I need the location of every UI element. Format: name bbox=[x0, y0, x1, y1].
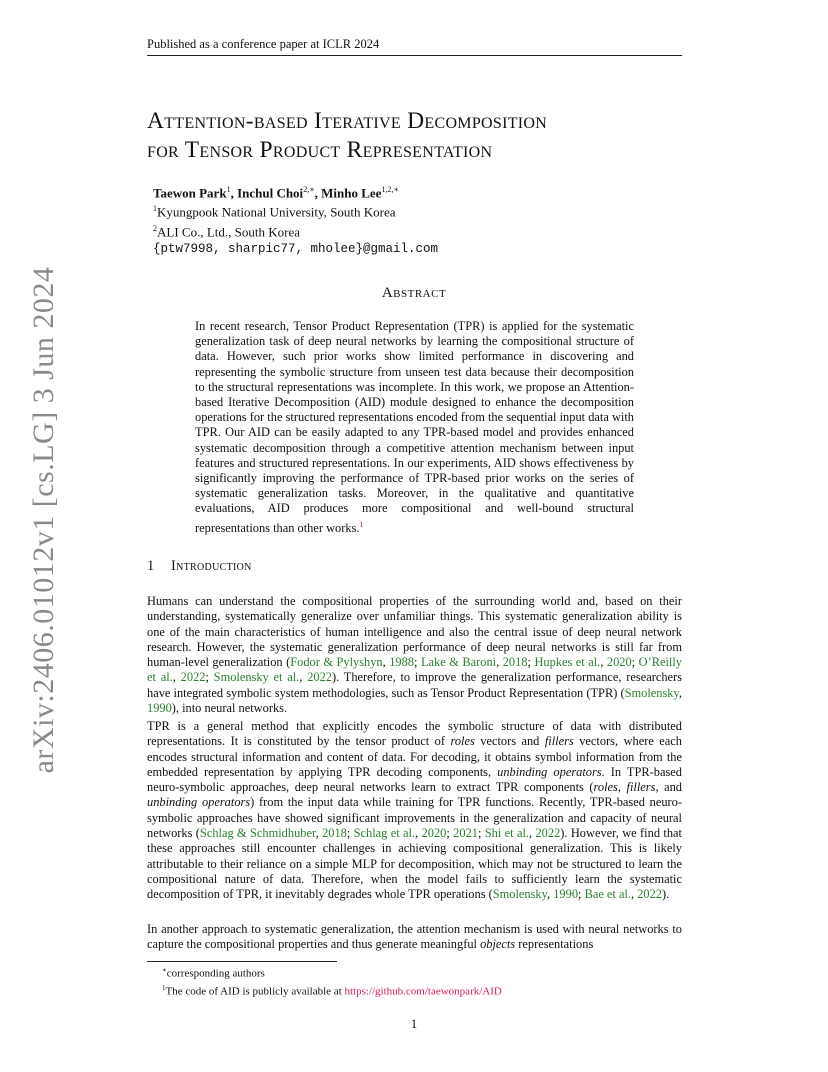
citation-link[interactable]: 2018 bbox=[502, 655, 528, 670]
citation-link[interactable]: Smolensky bbox=[492, 887, 548, 902]
citation-link[interactable]: Fodor & Pylyshyn bbox=[290, 655, 383, 670]
emphasis: unbinding operators bbox=[147, 795, 251, 810]
citation-link[interactable]: Shi et al. bbox=[484, 826, 530, 841]
affiliations bbox=[153, 201, 438, 240]
paper-title bbox=[147, 107, 687, 165]
footnote-rule bbox=[147, 961, 337, 962]
citation-link[interactable]: 2020 bbox=[606, 655, 632, 670]
emphasis: roles bbox=[593, 780, 618, 795]
citation-link[interactable]: Hupkes et al. bbox=[534, 655, 601, 670]
emphasis: roles bbox=[450, 734, 475, 749]
author-name: Taewon Park bbox=[153, 185, 227, 201]
paragraph: Humans can understand the compositional properties of the surrounding world and, based on their understanding, systematically generalize over unfamiliar things. This systematic generalization ability is one of the main characteristics of human intelligence and also the central issue of deep neural network research. However, the systematic generalization performance of deep neural networks is still far from human-level generalization (Fodor & Pylyshyn, 1988; Lake & Baroni, 2018; Hupkes et al., 2020; O’Reilly et al., 2022; Smolensky et al., 2022). Therefore, to improve the generalization performance, researchers have integrated symbolic system methodologies, such as Tensor Product Representation (TPR) (Smolensky, 1990), into neural networks. bbox=[147, 594, 683, 716]
code-link[interactable]: https://github.com/taewonpark/AID bbox=[344, 985, 502, 998]
footnotes bbox=[162, 963, 502, 998]
author-sup: 2,∗ bbox=[303, 185, 315, 194]
citation-link[interactable]: Schlag & Schmidhuber bbox=[199, 826, 316, 841]
running-header: Published as a conference paper at ICLR 2024 bbox=[147, 37, 682, 56]
citation-link[interactable]: 2020 bbox=[421, 826, 447, 841]
citation-link[interactable]: 2018 bbox=[322, 826, 347, 841]
arxiv-stamp: arXiv:2406.01012v1 [cs.LG] 3 Jun 2024 bbox=[27, 266, 60, 774]
affiliation: $^2$ALI Co., Ltd., South Korea bbox=[153, 223, 300, 239]
citation-link[interactable]: Lake & Baroni bbox=[420, 655, 497, 670]
paragraph: TPR is a general method that explicitly encodes the symbolic structure of data with distributed representations. It is constituted by the tensor product of roles vectors and fillers vectors, where each encodes structural information and content of data. For decoding, it obtains symbol information from the embedded representation by applying TPR decoding components, unbinding operators. In TPR-based neuro-symbolic approaches, deep neural networks learn to extract TPR components (roles, fillers, and unbinding operators) from the input data while training for TPR functions. Recently, TPR-based neuro-symbolic approaches have showed significant improvements in the generalization and capacity of neural networks (Schlag & Schmidhuber, 2018; Schlag et al., 2020; 2021; Shi et al., 2022). However, we find that these approaches still encounter challenges in achieving compositional generalization. This is likely attributable to their reliance on a simple MLP for decomposition, which may not be structured to learn the compositional nature of data. Therefore, when the model fails to sufficiently learn the systematic decomposition of TPR, it inevitably degrades whole TPR operations (Smolensky, 1990; Bae et al., 2022). bbox=[147, 719, 682, 902]
citation-link[interactable]: 1990 bbox=[553, 887, 579, 902]
author-name: Inchul Choi bbox=[237, 185, 304, 201]
citation-link[interactable]: 2022 bbox=[307, 670, 332, 685]
author-name: Minho Lee bbox=[321, 185, 382, 201]
page-number: 1 bbox=[410, 1016, 418, 1031]
section-heading bbox=[147, 558, 252, 575]
author-sup: 1 bbox=[226, 185, 231, 194]
abstract-heading: Abstract bbox=[381, 285, 447, 301]
footnote: ∗corresponding authors bbox=[162, 966, 265, 980]
footnote: $^1$The code of AID is publicly available at https://github.com/taewonpark/AID bbox=[162, 983, 502, 998]
author-names: Taewon Park$^1$, Inchul Choi$^{2,∗}$, Minho Lee$^{1,2,∗}$ bbox=[153, 185, 399, 201]
citation-link[interactable]: 2022 bbox=[637, 887, 662, 902]
citation-link[interactable]: 2022 bbox=[180, 670, 206, 685]
paragraph: In another approach to systematic generalization, the attention mechanism is used with neural networks to capture the compositional properties and thus generate meaningful objects representations bbox=[147, 922, 682, 952]
citation-link[interactable]: 1988 bbox=[389, 655, 414, 670]
citation-link[interactable]: Bae et al. bbox=[584, 887, 632, 902]
citation-link[interactable]: 1990 bbox=[147, 701, 172, 716]
title-line-2: for Tensor Product Representation bbox=[147, 137, 493, 163]
title-line-1: Attention-based Iterative Decomposition bbox=[147, 108, 548, 134]
author-block bbox=[153, 182, 438, 257]
emphasis: fillers bbox=[626, 780, 656, 795]
section-number: 1 bbox=[147, 558, 155, 574]
affiliation: $^1$Kyungpook National University, South Korea bbox=[153, 204, 396, 220]
abstract-text: In recent research, Tensor Product Representation (TPR) is applied for the systematic generalization task of deep neural networks by learning the compositional structure of data. However, such prior works show limited performance in discovering and representing the symbolic structure from unseen test data because their decomposition to the structural representations was incomplete. In this work, we propose an Attention-based Iterative Decomposition (AID) module designed to enhance the decomposition operations for the structured representations encoded from the sequential input data with TPR. Our AID can be easily adapted to any TPR-based model and provides enhanced systematic decomposition through a competitive attention mechanism between input features and structured representations. In our experiments, AID shows effectiveness by significantly improving the performance of TPR-based prior works on the series of systematic generalization tasks. Moreover, in the qualitative and quantitative evaluations, AID produces more compositional and well-bound structural representations than other works. bbox=[195, 319, 634, 535]
emphasis: unbinding operators bbox=[497, 764, 602, 779]
abstract-body bbox=[195, 319, 634, 536]
citation-link[interactable]: 2022 bbox=[535, 826, 561, 841]
citation-link[interactable]: 2021 bbox=[453, 826, 478, 841]
emphasis: fillers bbox=[544, 734, 574, 749]
citation-link[interactable]: Smolensky et al. bbox=[213, 670, 300, 685]
section-title: Introduction bbox=[171, 558, 252, 574]
emphasis: objects bbox=[480, 937, 516, 952]
citation-link[interactable]: O’Reilly et al. bbox=[147, 655, 682, 685]
author-sup: 1,2,∗ bbox=[381, 185, 399, 194]
citation-link[interactable]: Schlag et al. bbox=[353, 826, 416, 841]
footnote-ref[interactable]: 1 bbox=[359, 519, 364, 529]
citation-link[interactable]: Smolensky bbox=[624, 685, 679, 700]
author-email: {ptw7998, sharpic77, mholee}@gmail.com bbox=[153, 241, 439, 256]
